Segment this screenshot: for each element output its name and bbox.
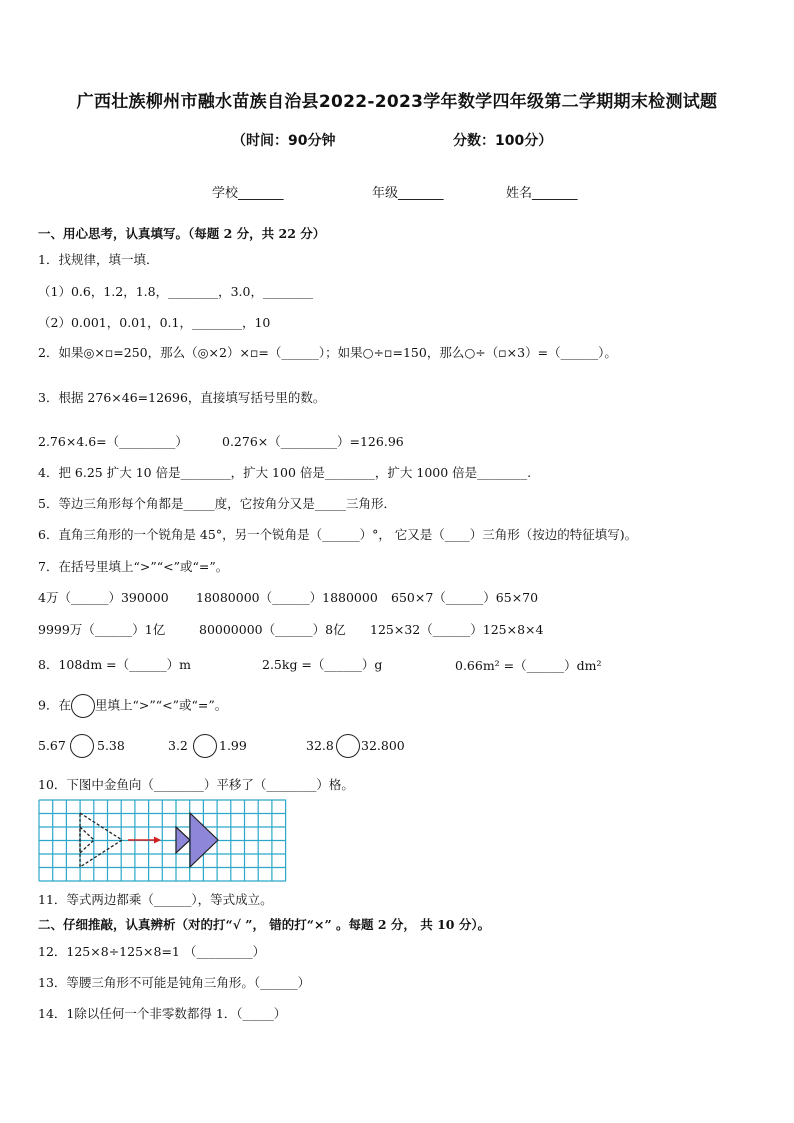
question-8-c: 0.66m² =（______）dm² [455,658,602,673]
question-5: 5．等边三角形每个角都是_____度，它按角分又是_____三角形． [38,496,396,511]
question-4: 4．把 6.25 扩大 10 倍是________，扩大 100 倍是________，扩大 1000 倍是________. [38,465,532,480]
question-1-part-2: （2）0.001，0.01，0.1，________，10 [38,315,271,330]
compare-circle-icon [71,694,95,718]
question-3: 3．根据 276×46=12696，直接填写括号里的数。 [38,390,326,405]
question-1-part-1: （1）0.6，1.2，1.8，________，3.0，________ [38,284,313,299]
question-11: 11．等式两边都乘（______），等式成立。 [38,892,273,907]
question-3-a: 2.76×4.6=（_________） [38,434,188,449]
question-1: 1．找规律，填一填． [38,252,159,267]
compare-circle-icon [193,734,217,758]
compare-circle-icon [70,734,94,758]
question-9 [38,694,227,718]
question-9-item-left: 5.67 [38,738,66,753]
question-9-prefix: 9．在 [38,697,71,713]
question-3-b: 0.276×（_________）=126.96 [222,434,404,449]
translation-arrow-icon [128,837,161,844]
translation-grid-figure [38,799,288,883]
question-9-item-right: 1.99 [219,738,247,753]
moved-fish-shape [176,813,218,867]
question-14: 14．1除以任何一个非零数都得 1．（_____） [38,1006,287,1021]
question-7-item: 4万（______）390000 [38,590,169,605]
question-7-item: 125×32（______）125×8×4 [370,622,544,637]
question-9-item-right: 5.38 [97,738,125,753]
grid-lines [39,800,286,881]
question-10: 10．下图中金鱼向（________）平移了（________）格。 [38,777,354,792]
question-2: 2．如果◎×▫=250，那么（◎×2）×▫=（______）；如果○÷▫=150，那么○÷（▫×3）=（______）。 [38,345,617,360]
section-two-heading: 二、仔细推敲，认真辨析（对的打“√ ”， 错的打“×” 。每题 2 分， 共 10 分）。 [38,917,491,932]
grade-field: 年级_______ [372,186,444,201]
question-9-suffix: 里填上“>”“<”或“=”。 [94,697,228,713]
question-8-b: 2.5kg =（______）g [262,657,383,672]
question-9-item-left: 32.8 [306,738,334,753]
question-9-item-right: 32.800 [361,738,405,753]
section-one-heading: 一、用心思考，认真填写。（每题 2 分，共 22 分） [38,226,326,241]
exam-score: 分数：100分） [453,133,553,149]
exam-time: （时间：90分钟 [232,133,336,149]
question-7: 7．在括号里填上“>”“<”或“=”。 [38,559,229,574]
question-12: 12．125×8÷125×8=1 （_________） [38,944,266,959]
question-7-item: 9999万（______）1亿 [38,622,166,637]
name-field: 姓名_______ [506,186,578,201]
question-6: 6．直角三角形的一个锐角是 45°，另一个锐角是（______）°， 它又是（____）三角形（按边的特征填写)。 [38,527,638,542]
school-field: 学校_______ [212,186,284,201]
compare-circle-icon [336,734,360,758]
question-7-item: 650×7（______）65×70 [391,590,539,605]
question-13: 13．等腰三角形不可能是钝角三角形。（______） [38,975,311,990]
question-9-item-left: 3.2 [168,738,188,753]
question-8-a: 8．108dm =（______）m [38,657,191,672]
page-title: 广西壮族柳州市融水苗族自治县2022-2023学年数学四年级第二学期期末检测试题 [76,92,718,112]
question-7-item: 18080000（______）1880000 [196,590,378,605]
question-7-item: 80000000（______）8亿 [199,622,346,637]
